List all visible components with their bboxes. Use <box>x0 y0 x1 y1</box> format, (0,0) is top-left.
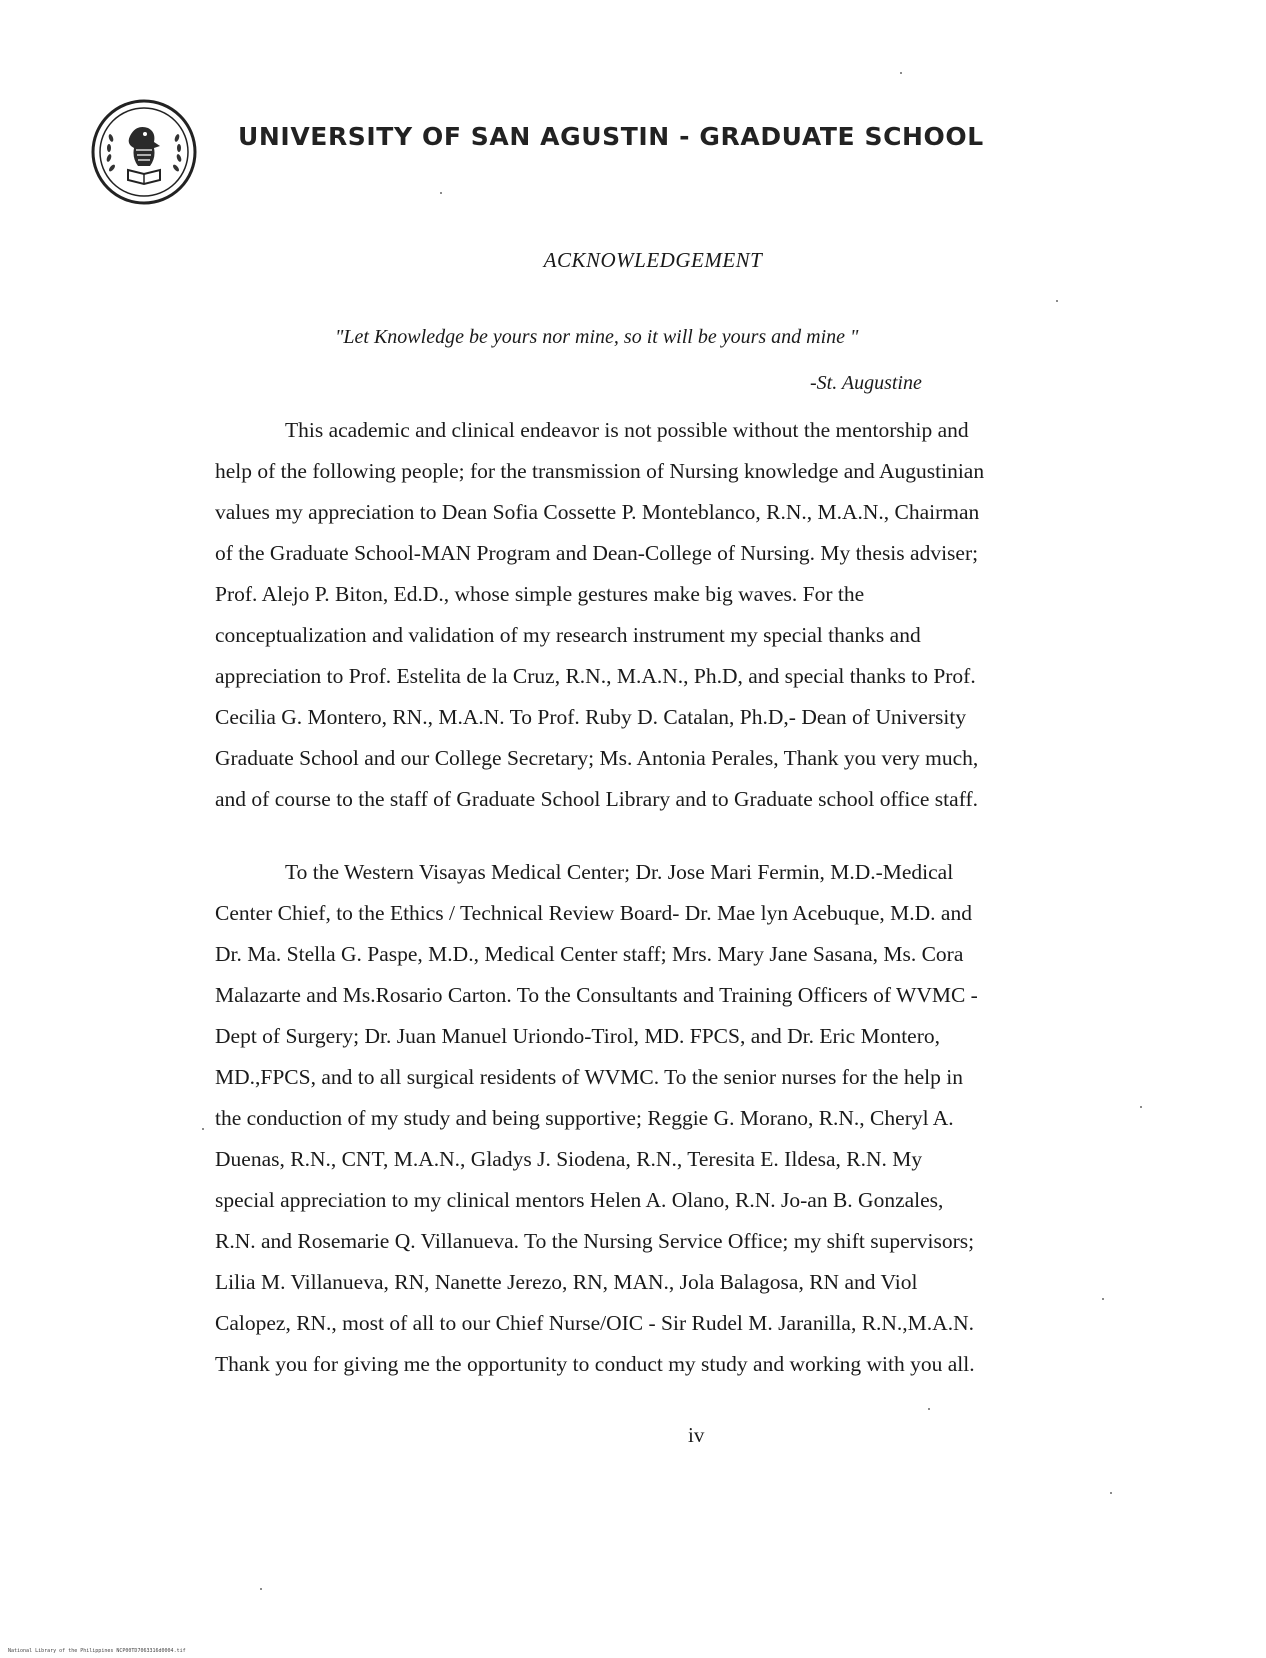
scan-speck <box>202 1128 204 1130</box>
scan-speck <box>1056 300 1058 302</box>
institution-title: UNIVERSITY OF SAN AGUSTIN - GRADUATE SCHOOL <box>238 122 984 151</box>
text-line: Thank you for giving me the opportunity to conduct my study and working with you all. <box>215 1352 975 1376</box>
text-line: MD.,FPCS, and to all surgical residents of WVMC. To the senior nurses for the help in <box>215 1065 963 1089</box>
text-line: special appreciation to my clinical mentors Helen A. Olano, R.N. Jo-an B. Gonzales, <box>215 1188 944 1212</box>
text-line: Graduate School and our College Secretary; Ms. Antonia Perales, Thank you very much, <box>215 746 979 770</box>
scan-footer: National Library of the Philippines NCP00TD7063316d0004.tif <box>8 1648 186 1654</box>
scan-speck <box>1140 1106 1142 1108</box>
text-line: and of course to the staff of Graduate School Library and to Graduate school office staff. <box>215 787 978 811</box>
university-seal-icon <box>90 98 198 206</box>
text-line: Dr. Ma. Stella G. Paspe, M.D., Medical Center staff; Mrs. Mary Jane Sasana, Ms. Cora <box>215 942 964 966</box>
text-line: of the Graduate School-MAN Program and Dean-College of Nursing. My thesis adviser; <box>215 541 979 565</box>
scan-speck <box>260 1588 262 1590</box>
paragraph-2 <box>215 852 1110 1385</box>
text-line: the conduction of my study and being supportive; Reggie G. Morano, R.N., Cheryl A. <box>215 1106 954 1130</box>
text-line: This academic and clinical endeavor is not possible without the mentorship and <box>285 418 969 442</box>
text-line: Dept of Surgery; Dr. Juan Manuel Uriondo-Tirol, MD. FPCS, and Dr. Eric Montero, <box>215 1024 940 1048</box>
scan-speck <box>928 1408 930 1410</box>
page-number: iv <box>688 1423 705 1447</box>
text-line: Center Chief, to the Ethics / Technical Review Board- Dr. Mae lyn Acebuque, M.D. and <box>215 901 972 925</box>
scan-speck <box>1102 1298 1104 1300</box>
text-line: Prof. Alejo P. Biton, Ed.D., whose simple gestures make big waves. For the <box>215 582 865 606</box>
paragraph-1 <box>215 410 1110 820</box>
scan-speck <box>900 72 902 74</box>
epigraph-attribution: -St. Augustine <box>810 372 922 394</box>
text-line: appreciation to Prof. Estelita de la Cruz, R.N., M.A.N., Ph.D, and special thanks to Prof. <box>215 664 976 688</box>
text-line: R.N. and Rosemarie Q. Villanueva. To the Nursing Service Office; my shift supervisors; <box>215 1229 975 1253</box>
page-title: ACKNOWLEDGEMENT <box>543 248 763 272</box>
text-line: Lilia M. Villanueva, RN, Nanette Jerezo, RN, MAN., Jola Balagosa, RN and Viol <box>215 1270 918 1294</box>
scan-speck <box>440 192 442 194</box>
text-line: values my appreciation to Dean Sofia Cossette P. Monteblanco, R.N., M.A.N., Chairman <box>215 500 980 524</box>
text-line: Malazarte and Ms.Rosario Carton. To the Consultants and Training Officers of WVMC - <box>215 983 978 1007</box>
text-line: To the Western Visayas Medical Center; Dr. Jose Mari Fermin, M.D.-Medical <box>285 860 954 884</box>
epigraph-quote: "Let Knowledge be yours nor mine, so it will be yours and mine " <box>335 326 859 348</box>
text-line: Duenas, R.N., CNT, M.A.N., Gladys J. Siodena, R.N., Teresita E. Ildesa, R.N. My <box>215 1147 923 1171</box>
text-line: conceptualization and validation of my research instrument my special thanks and <box>215 623 921 647</box>
text-line: help of the following people; for the transmission of Nursing knowledge and Augustinian <box>215 459 985 483</box>
text-line: Cecilia G. Montero, RN., M.A.N. To Prof. Ruby D. Catalan, Ph.D,- Dean of University <box>215 705 967 729</box>
scan-speck <box>1110 1492 1112 1494</box>
text-line: Calopez, RN., most of all to our Chief Nurse/OIC - Sir Rudel M. Jaranilla, R.N.,M.A.N. <box>215 1311 974 1335</box>
